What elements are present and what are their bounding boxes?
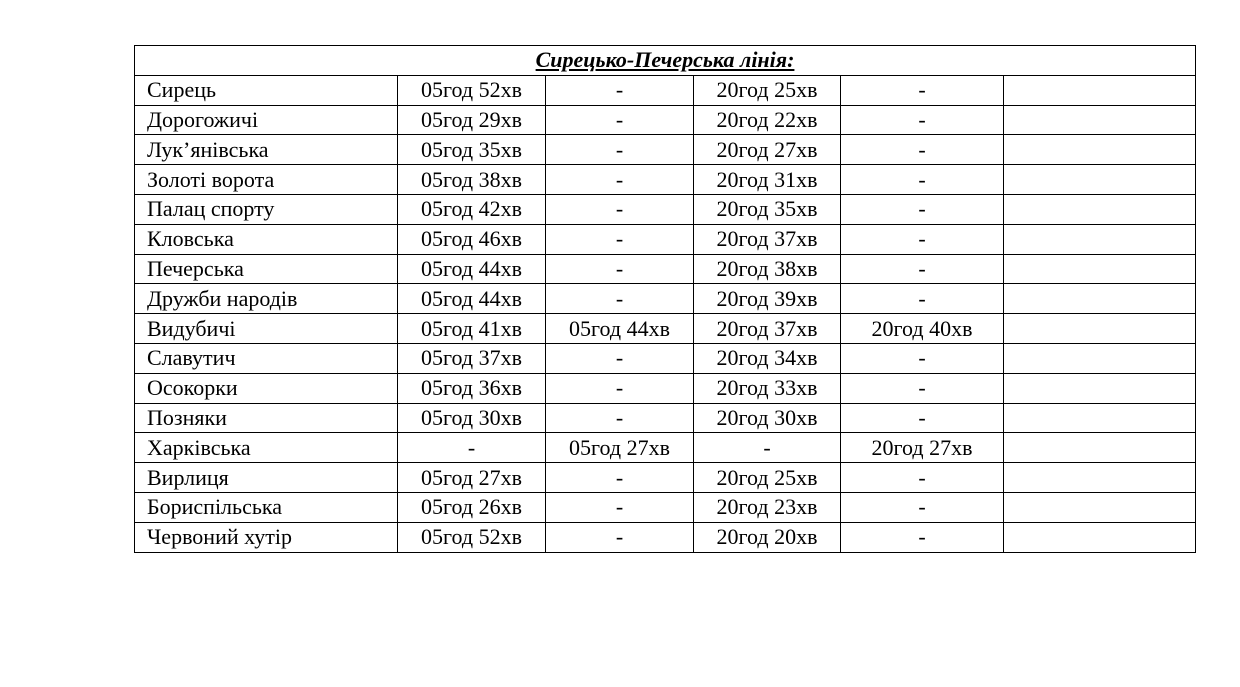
time-cell-col1: 05год 46хв [398, 224, 546, 254]
empty-cell-col5 [1004, 284, 1196, 314]
time-cell-col3: 20год 31хв [694, 165, 841, 195]
time-cell-col4: - [841, 492, 1004, 522]
time-cell-col3: 20год 37хв [694, 224, 841, 254]
empty-cell-col5 [1004, 373, 1196, 403]
station-name-cell: Бориспільська [135, 492, 398, 522]
time-cell-col2: - [546, 373, 694, 403]
title-row [135, 46, 1196, 76]
table-row [135, 463, 1196, 493]
time-cell-col4: - [841, 254, 1004, 284]
empty-cell-col5 [1004, 105, 1196, 135]
time-cell-col4: 20год 40хв [841, 314, 1004, 344]
time-cell-col1: 05год 29хв [398, 105, 546, 135]
time-cell-col1: 05год 41хв [398, 314, 546, 344]
station-name-cell: Дружби народів [135, 284, 398, 314]
empty-cell-col5 [1004, 224, 1196, 254]
table-row [135, 373, 1196, 403]
time-cell-col4: - [841, 343, 1004, 373]
time-cell-col3: 20год 33хв [694, 373, 841, 403]
station-name-cell: Славутич [135, 343, 398, 373]
time-cell-col1: 05год 44хв [398, 284, 546, 314]
time-cell-col4: - [841, 75, 1004, 105]
empty-cell-col5 [1004, 522, 1196, 552]
time-cell-col2: - [546, 522, 694, 552]
time-cell-col1: 05год 52хв [398, 75, 546, 105]
station-name-cell: Печерська [135, 254, 398, 284]
empty-cell-col5 [1004, 403, 1196, 433]
time-cell-col3: 20год 34хв [694, 343, 841, 373]
time-cell-col3: 20год 27хв [694, 135, 841, 165]
table-row [135, 314, 1196, 344]
table-row [135, 403, 1196, 433]
station-name-cell: Лук’янівська [135, 135, 398, 165]
station-name-cell: Позняки [135, 403, 398, 433]
time-cell-col3: 20год 35хв [694, 194, 841, 224]
station-name-cell: Вирлиця [135, 463, 398, 493]
time-cell-col2: - [546, 105, 694, 135]
time-cell-col1: 05год 26хв [398, 492, 546, 522]
time-cell-col2: - [546, 135, 694, 165]
empty-cell-col5 [1004, 194, 1196, 224]
time-cell-col2: - [546, 463, 694, 493]
empty-cell-col5 [1004, 343, 1196, 373]
station-name-cell: Золоті ворота [135, 165, 398, 195]
table-row [135, 224, 1196, 254]
time-cell-col3: 20год 25хв [694, 463, 841, 493]
time-cell-col2: - [546, 403, 694, 433]
schedule-table [134, 45, 1196, 553]
line-title: Сирецько-Печерська лінія: [135, 46, 1196, 76]
table-row [135, 522, 1196, 552]
time-cell-col3: - [694, 433, 841, 463]
time-cell-col4: - [841, 403, 1004, 433]
time-cell-col1: 05год 30хв [398, 403, 546, 433]
empty-cell-col5 [1004, 314, 1196, 344]
time-cell-col3: 20год 38хв [694, 254, 841, 284]
table-row [135, 492, 1196, 522]
time-cell-col3: 20год 23хв [694, 492, 841, 522]
station-name-cell: Видубичі [135, 314, 398, 344]
time-cell-col3: 20год 30хв [694, 403, 841, 433]
table-row [135, 194, 1196, 224]
time-cell-col3: 20год 37хв [694, 314, 841, 344]
empty-cell-col5 [1004, 135, 1196, 165]
time-cell-col2: - [546, 165, 694, 195]
time-cell-col4: - [841, 224, 1004, 254]
time-cell-col2: - [546, 254, 694, 284]
table-row [135, 343, 1196, 373]
table-row [135, 75, 1196, 105]
time-cell-col4: - [841, 284, 1004, 314]
time-cell-col4: - [841, 105, 1004, 135]
time-cell-col3: 20год 22хв [694, 105, 841, 135]
time-cell-col4: - [841, 165, 1004, 195]
empty-cell-col5 [1004, 492, 1196, 522]
time-cell-col1: 05год 42хв [398, 194, 546, 224]
time-cell-col2: - [546, 224, 694, 254]
time-cell-col1: 05год 27хв [398, 463, 546, 493]
time-cell-col2: - [546, 194, 694, 224]
time-cell-col4: - [841, 522, 1004, 552]
table-row [135, 105, 1196, 135]
time-cell-col3: 20год 20хв [694, 522, 841, 552]
time-cell-col2: - [546, 343, 694, 373]
time-cell-col1: 05год 52хв [398, 522, 546, 552]
empty-cell-col5 [1004, 254, 1196, 284]
station-name-cell: Сирець [135, 75, 398, 105]
time-cell-col3: 20год 39хв [694, 284, 841, 314]
time-cell-col2: - [546, 492, 694, 522]
station-name-cell: Осокорки [135, 373, 398, 403]
time-cell-col4: - [841, 194, 1004, 224]
time-cell-col4: - [841, 135, 1004, 165]
time-cell-col3: 20год 25хв [694, 75, 841, 105]
table-row [135, 165, 1196, 195]
time-cell-col2: 05год 44хв [546, 314, 694, 344]
station-name-cell: Дорогожичі [135, 105, 398, 135]
empty-cell-col5 [1004, 463, 1196, 493]
time-cell-col2: 05год 27хв [546, 433, 694, 463]
time-cell-col4: - [841, 373, 1004, 403]
table-row [135, 284, 1196, 314]
time-cell-col1: - [398, 433, 546, 463]
empty-cell-col5 [1004, 165, 1196, 195]
time-cell-col2: - [546, 75, 694, 105]
table-row [135, 254, 1196, 284]
station-name-cell: Харківська [135, 433, 398, 463]
time-cell-col4: 20год 27хв [841, 433, 1004, 463]
station-name-cell: Палац спорту [135, 194, 398, 224]
station-name-cell: Червоний хутір [135, 522, 398, 552]
time-cell-col1: 05год 35хв [398, 135, 546, 165]
time-cell-col1: 05год 37хв [398, 343, 546, 373]
table-row [135, 433, 1196, 463]
empty-cell-col5 [1004, 433, 1196, 463]
time-cell-col4: - [841, 463, 1004, 493]
time-cell-col1: 05год 36хв [398, 373, 546, 403]
time-cell-col1: 05год 44хв [398, 254, 546, 284]
time-cell-col2: - [546, 284, 694, 314]
empty-cell-col5 [1004, 75, 1196, 105]
station-name-cell: Кловська [135, 224, 398, 254]
time-cell-col1: 05год 38хв [398, 165, 546, 195]
table-row [135, 135, 1196, 165]
